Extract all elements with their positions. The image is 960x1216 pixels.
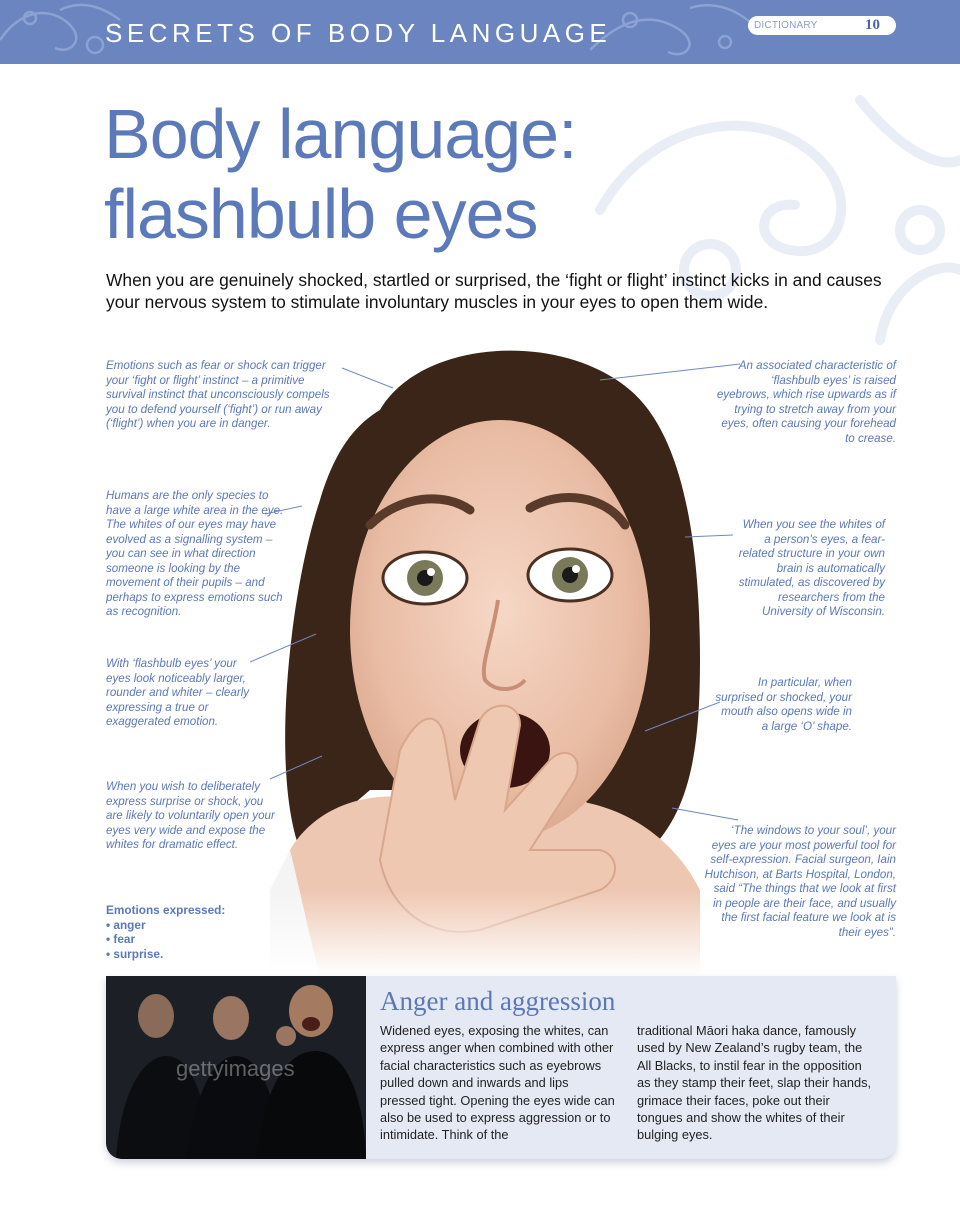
page-title-line-1: Body language: (104, 95, 577, 173)
page-number: 10 (865, 17, 880, 33)
page-title-line-2: flashbulb eyes (104, 175, 538, 253)
annotation-left-3: With ‘flashbulb eyes’ your eyes look noticeably larger, rounder and whiter – clearly expressing a true or exaggerated emotion. (106, 657, 250, 728)
box-column-2: traditional Māori haka dance, famously used by New Zealand’s rugby team, the All Blacks, to instil fear in the opposition as they stamp their feet, slap their hands, grimace their faces, poke out their tongues and show the whites of their bulging eyes. (637, 1023, 872, 1143)
emotion-item: • anger (106, 917, 146, 932)
haka-photo (106, 976, 366, 1159)
annotation-left-2: Humans are the only species to have a large white area in the eye. The whites of our eyes may have evolved as a signalling system – you can see in what direction someone is looking by the movement of their pupils – and perhaps to express emotions such as recognition. (106, 489, 284, 618)
anger-aggression-box (106, 976, 896, 1159)
annotation-right-2: When you see the whites of a person’s eyes, a fear-related structure in your own brain is automatically stimulated, as discovered by researchers from the University of Wisconsin. (738, 518, 885, 618)
getty-watermark: gettyimages (176, 1056, 295, 1081)
emotion-item: • fear (106, 932, 136, 947)
section-title: SECRETS OF BODY LANGUAGE (105, 18, 612, 48)
emotion-item: • surprise. (106, 946, 164, 961)
box-heading: Anger and aggression (380, 986, 616, 1016)
emotions-list (106, 918, 225, 962)
emotions-heading: Emotions expressed: (106, 903, 226, 917)
page-title (104, 94, 577, 254)
annotation-left-1: Emotions such as fear or shock can trigger your ‘fight or flight’ instinct – a primitive survival instinct that unconsciously compels you to defend yourself (‘fight’) or run away (‘flight’) when you are in danger. (106, 359, 330, 430)
header-flourish-right (590, 0, 760, 64)
emotions-expressed (106, 903, 225, 961)
header-band (0, 0, 960, 64)
box-column-1: Widened eyes, exposing the whites, can express anger when combined with other facial characteristics such as eyebrows pulled down and inwards and lips pressed tight. Opening the eyes wide can also be used to express aggression or to intimidate. Think of the (380, 1023, 615, 1143)
annotation-right-4: ‘The windows to your soul’, your eyes are your most powerful tool for self-expression. Facial surgeon, Iain Hutchison, at Barts Hospital, London, said “The things that we look at first in people are their face, and usually the first facial feature we look at is their eyes”. (704, 824, 896, 939)
annotation-right-3: In particular, when surprised or shocked, your mouth also opens wide in a large ‘O’ shape. (715, 676, 852, 733)
dictionary-tab-label: DICTIONARY (754, 20, 818, 31)
lead-paragraph: When you are genuinely shocked, startled or surprised, the ‘fight or flight’ instinct kicks in and causes your nervous system to stimulate involuntary muscles in your eyes to open them wide. (106, 270, 882, 312)
dictionary-tab (748, 16, 896, 35)
annotation-left-4: When you wish to deliberately express surprise or shock, you are likely to voluntarily open your eyes very wide and expose the whites for dramatic effect. (106, 780, 275, 851)
annotation-right-1: An associated characteristic of ‘flashbulb eyes’ is raised eyebrows, which rise upwards as if trying to stretch away from your eyes, often causing your forehead to crease. (716, 359, 896, 445)
